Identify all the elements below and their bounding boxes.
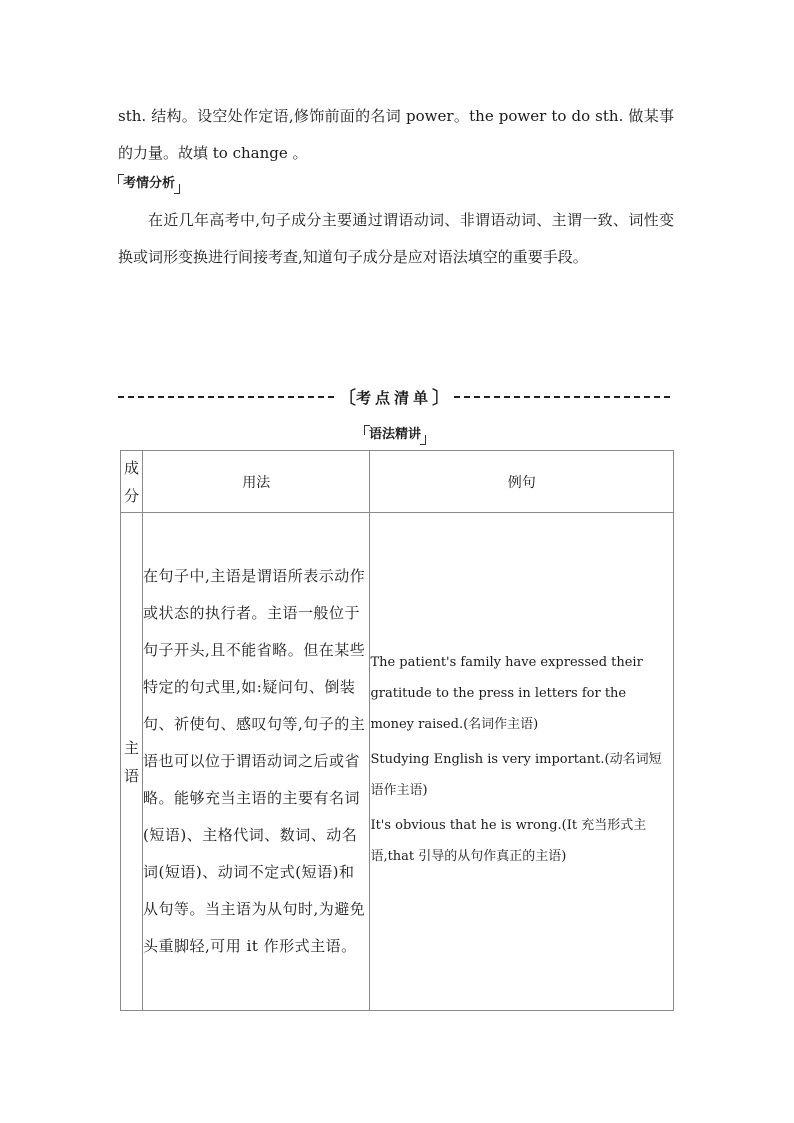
header-component: 成分 (121, 451, 143, 513)
bracket-right: 〕 (432, 388, 451, 409)
examples-cell (370, 513, 674, 1011)
section-title (334, 384, 454, 410)
analysis-tag: 考情分析 (118, 174, 180, 194)
section-divider (118, 384, 670, 410)
analysis-paragraph: 在近几年高考中,句子成分主要通过谓语动词、非谓语动词、主谓一致、词性变换或词形变换进行间接考查,知道句子成分是应对语法填空的重要手段。 (118, 211, 674, 266)
example-sentence: It's obvious that he is wrong.(It 充当形式主语,that 引导的从句作真正的主语) (370, 818, 647, 864)
usage-cell: 在句子中,主语是谓语所表示动作或状态的执行者。主语一般位于句子开头,且不能省略。但在某些特定的句式里,如:疑问句、倒装句、祈使句、感叹句等,句子的主语也可以位于谓语动词之后或省略。能够充当主语的主要有名词(短语)、主格代词、数词、动名词(短语)、动词不定式(短语)和从句等。当主语为从句时,为避免头重脚轻,可用 it 作形式主语。 (143, 513, 370, 1011)
grammar-table (120, 450, 674, 1011)
example-sentence: The patient's family have expressed their gratitude to the press in letters for the money raised.(名词作主语) (370, 655, 643, 732)
intro-paragraph: sth. 结构。设空处作定语,修饰前面的名词 power。the power to do sth. 做某事的力量。故填 to change 。 (118, 107, 674, 162)
header-example: 例句 (370, 451, 674, 513)
table-row (121, 513, 674, 1011)
divider-dash-left (118, 396, 334, 398)
table-header-row (121, 451, 674, 513)
example-sentence: Studying English is very important.(动名词短语作主语) (370, 752, 662, 798)
divider-dash-right (454, 396, 670, 398)
component-cell: 主语 (121, 513, 143, 1011)
grammar-tag: 语法精讲 (364, 425, 426, 445)
header-usage: 用法 (143, 451, 370, 513)
bracket-left: 〔 (338, 388, 356, 409)
section-title-text: 考点清单 (356, 388, 433, 407)
